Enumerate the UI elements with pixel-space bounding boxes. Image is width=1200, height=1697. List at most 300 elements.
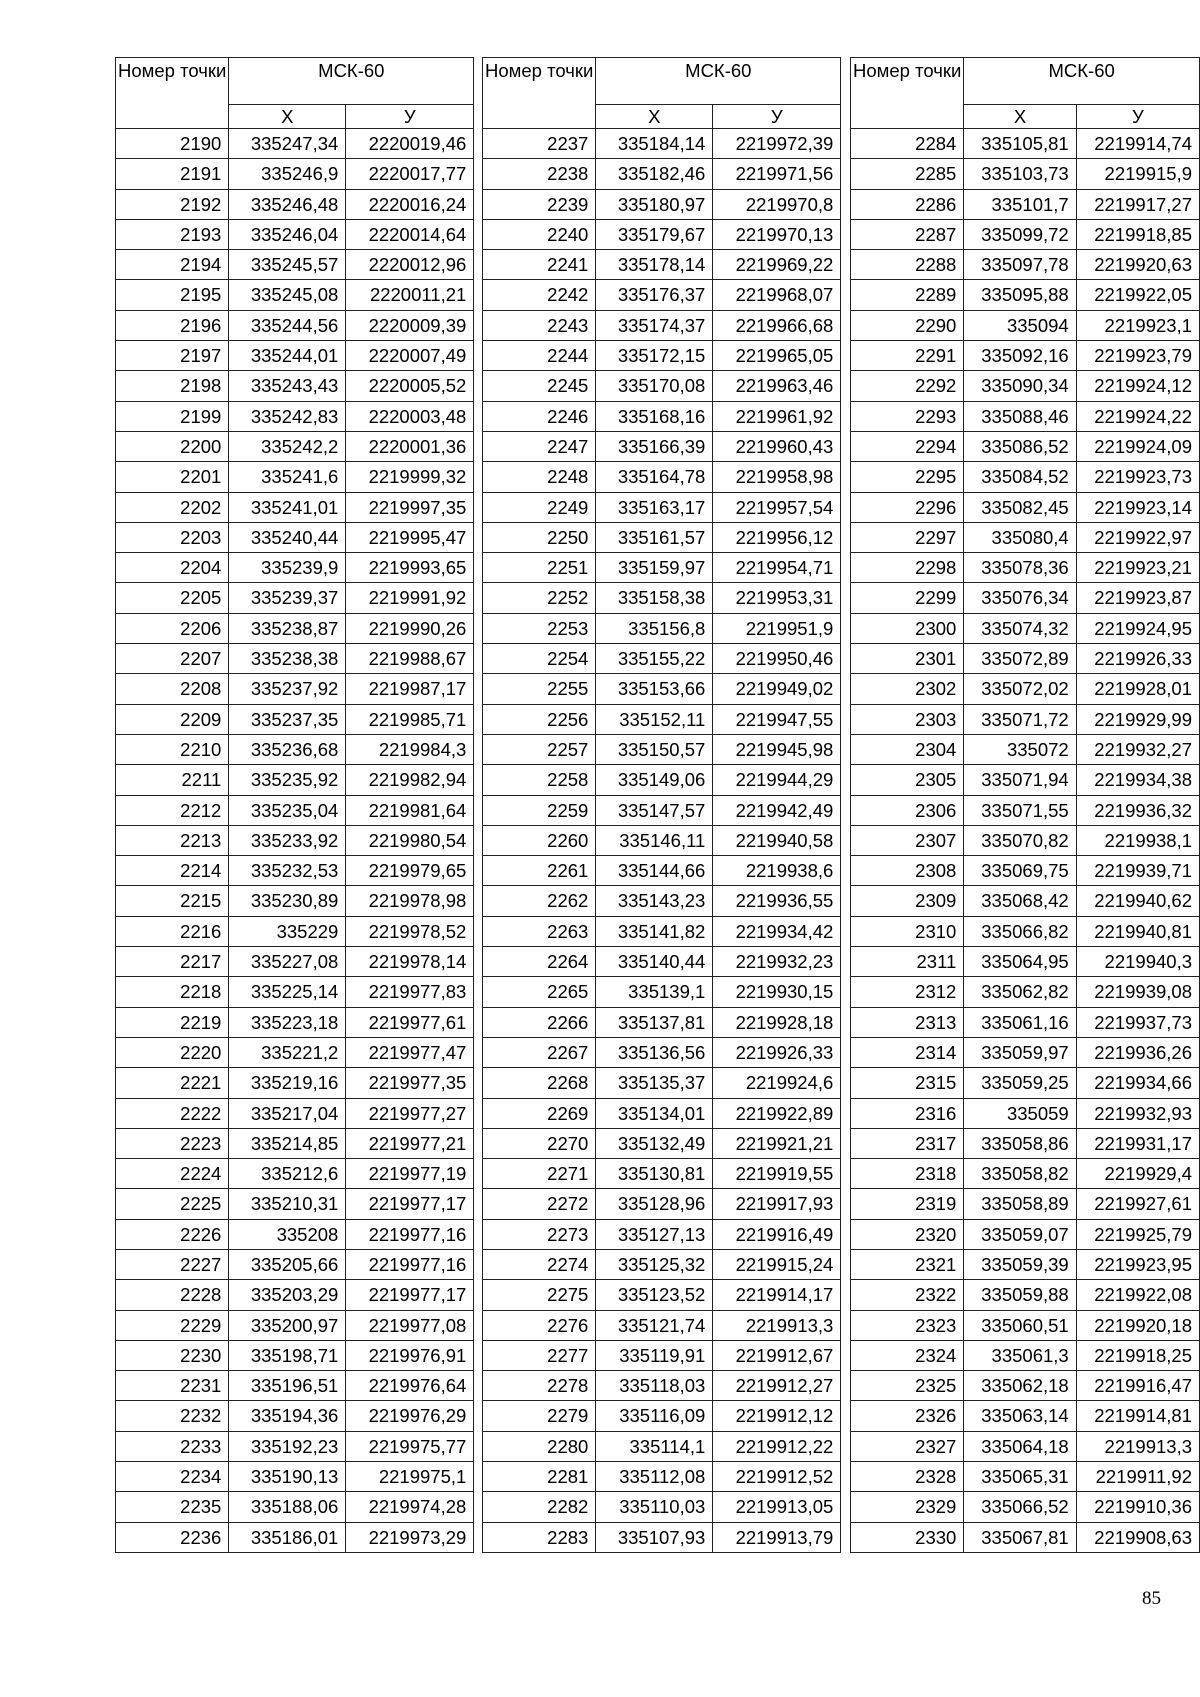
point-number-cell: 2245 xyxy=(483,371,596,401)
table-row xyxy=(851,674,1200,704)
y-coordinate-cell: 2219914,17 xyxy=(713,1280,841,1310)
x-coordinate-cell: 335071,94 xyxy=(964,765,1076,795)
table-row xyxy=(483,1401,841,1431)
point-number-cell: 2257 xyxy=(483,734,596,764)
y-coordinate-cell: 2219930,15 xyxy=(713,977,841,1007)
table-row xyxy=(851,734,1200,764)
y-coordinate-cell: 2220016,24 xyxy=(346,189,474,219)
x-coordinate-cell: 335067,81 xyxy=(964,1522,1076,1552)
x-coordinate-cell: 335238,87 xyxy=(229,613,346,643)
table-row xyxy=(116,371,474,401)
point-number-cell: 2279 xyxy=(483,1401,596,1431)
x-coordinate-cell: 335086,52 xyxy=(964,431,1076,461)
point-number-cell: 2234 xyxy=(116,1462,229,1492)
coordinates-table-2 xyxy=(482,57,841,1553)
x-coordinate-cell: 335147,57 xyxy=(596,795,713,825)
x-coordinate-cell: 335243,43 xyxy=(229,371,346,401)
y-coordinate-cell: 2219922,08 xyxy=(1076,1280,1199,1310)
x-coordinate-cell: 335159,97 xyxy=(596,553,713,583)
y-coordinate-cell: 2219987,17 xyxy=(346,674,474,704)
x-coordinate-cell: 335188,06 xyxy=(229,1492,346,1522)
x-coordinate-cell: 335137,81 xyxy=(596,1007,713,1037)
x-coordinate-cell: 335210,31 xyxy=(229,1189,346,1219)
y-coordinate-cell: 2219937,73 xyxy=(1076,1007,1199,1037)
table-row xyxy=(483,1159,841,1189)
table-row xyxy=(851,1431,1200,1461)
x-coordinate-cell: 335078,36 xyxy=(964,553,1076,583)
point-number-cell: 2285 xyxy=(851,159,964,189)
y-coordinate-cell: 2219979,65 xyxy=(346,856,474,886)
y-coordinate-cell: 2219920,63 xyxy=(1076,250,1199,280)
x-coordinate-cell: 335112,08 xyxy=(596,1462,713,1492)
point-number-cell: 2318 xyxy=(851,1159,964,1189)
x-coordinate-cell: 335237,35 xyxy=(229,704,346,734)
table-row xyxy=(483,1098,841,1128)
x-coordinate-cell: 335214,85 xyxy=(229,1128,346,1158)
point-number-cell: 2262 xyxy=(483,886,596,916)
table-row xyxy=(851,553,1200,583)
table-row xyxy=(483,977,841,1007)
table-row xyxy=(483,1249,841,1279)
x-coordinate-cell: 335153,66 xyxy=(596,674,713,704)
table-row xyxy=(851,250,1200,280)
table-row xyxy=(116,613,474,643)
point-number-cell: 2306 xyxy=(851,795,964,825)
point-number-cell: 2319 xyxy=(851,1189,964,1219)
table-row xyxy=(483,280,841,310)
x-coordinate-cell: 335244,01 xyxy=(229,341,346,371)
coordinate-system-header: МСК-60 xyxy=(964,58,1200,105)
point-number-cell: 2283 xyxy=(483,1522,596,1552)
y-coordinate-cell: 2219923,79 xyxy=(1076,341,1199,371)
y-coordinate-cell: 2219908,63 xyxy=(1076,1522,1199,1552)
point-number-cell: 2212 xyxy=(116,795,229,825)
table-row xyxy=(483,1068,841,1098)
x-coordinate-cell: 335062,18 xyxy=(964,1371,1076,1401)
table-row xyxy=(851,704,1200,734)
y-coordinate-cell: 2219915,9 xyxy=(1076,159,1199,189)
point-number-cell: 2207 xyxy=(116,644,229,674)
x-coordinate-cell: 335088,46 xyxy=(964,401,1076,431)
point-number-cell: 2308 xyxy=(851,856,964,886)
x-coordinate-cell: 335241,01 xyxy=(229,492,346,522)
x-header: Х xyxy=(596,105,713,129)
point-number-cell: 2289 xyxy=(851,280,964,310)
x-coordinate-cell: 335149,06 xyxy=(596,765,713,795)
table-row xyxy=(116,1431,474,1461)
table-row xyxy=(851,644,1200,674)
point-number-cell: 2228 xyxy=(116,1280,229,1310)
x-coordinate-cell: 335064,18 xyxy=(964,1431,1076,1461)
x-coordinate-cell: 335246,04 xyxy=(229,219,346,249)
table-row xyxy=(116,644,474,674)
table-row xyxy=(116,462,474,492)
y-coordinate-cell: 2219912,22 xyxy=(713,1431,841,1461)
point-number-cell: 2192 xyxy=(116,189,229,219)
table-row xyxy=(851,977,1200,1007)
point-number-cell: 2233 xyxy=(116,1431,229,1461)
y-coordinate-cell: 2219971,56 xyxy=(713,159,841,189)
y-coordinate-cell: 2219923,21 xyxy=(1076,553,1199,583)
point-number-cell: 2330 xyxy=(851,1522,964,1552)
y-coordinate-cell: 2219977,61 xyxy=(346,1007,474,1037)
point-number-cell: 2194 xyxy=(116,250,229,280)
point-number-cell: 2221 xyxy=(116,1068,229,1098)
table-row xyxy=(116,1007,474,1037)
table-row xyxy=(851,371,1200,401)
y-coordinate-cell: 2219985,71 xyxy=(346,704,474,734)
table-row xyxy=(116,341,474,371)
x-coordinate-cell: 335130,81 xyxy=(596,1159,713,1189)
point-number-cell: 2268 xyxy=(483,1068,596,1098)
table-row xyxy=(116,401,474,431)
table-row xyxy=(116,1522,474,1552)
point-number-cell: 2201 xyxy=(116,462,229,492)
table-row xyxy=(116,1310,474,1340)
y-coordinate-cell: 2220001,36 xyxy=(346,431,474,461)
y-coordinate-cell: 2219940,62 xyxy=(1076,886,1199,916)
table-row xyxy=(851,401,1200,431)
x-coordinate-cell: 335239,9 xyxy=(229,553,346,583)
table-row xyxy=(116,916,474,946)
x-coordinate-cell: 335099,72 xyxy=(964,219,1076,249)
x-coordinate-cell: 335066,82 xyxy=(964,916,1076,946)
point-number-cell: 2236 xyxy=(116,1522,229,1552)
y-coordinate-cell: 2219975,77 xyxy=(346,1431,474,1461)
table-row xyxy=(483,1492,841,1522)
point-number-cell: 2305 xyxy=(851,765,964,795)
table-row xyxy=(851,1310,1200,1340)
x-coordinate-cell: 335235,04 xyxy=(229,795,346,825)
y-coordinate-cell: 2219977,08 xyxy=(346,1310,474,1340)
y-coordinate-cell: 2219928,18 xyxy=(713,1007,841,1037)
point-number-cell: 2266 xyxy=(483,1007,596,1037)
x-coordinate-cell: 335172,15 xyxy=(596,341,713,371)
y-coordinate-cell: 2219925,79 xyxy=(1076,1219,1199,1249)
y-coordinate-cell: 2220007,49 xyxy=(346,341,474,371)
y-coordinate-cell: 2219914,81 xyxy=(1076,1401,1199,1431)
y-coordinate-cell: 2219913,3 xyxy=(713,1310,841,1340)
table-row xyxy=(483,1189,841,1219)
y-coordinate-cell: 2219970,13 xyxy=(713,219,841,249)
x-coordinate-cell: 335101,7 xyxy=(964,189,1076,219)
x-coordinate-cell: 335070,82 xyxy=(964,825,1076,855)
y-coordinate-cell: 2219913,3 xyxy=(1076,1431,1199,1461)
x-coordinate-cell: 335235,92 xyxy=(229,765,346,795)
table-row xyxy=(116,947,474,977)
y-coordinate-cell: 2219995,47 xyxy=(346,522,474,552)
table-row xyxy=(116,1371,474,1401)
x-coordinate-cell: 335196,51 xyxy=(229,1371,346,1401)
point-number-cell: 2227 xyxy=(116,1249,229,1279)
y-coordinate-cell: 2219923,73 xyxy=(1076,462,1199,492)
y-coordinate-cell: 2219912,52 xyxy=(713,1462,841,1492)
y-coordinate-cell: 2219924,09 xyxy=(1076,431,1199,461)
x-coordinate-cell: 335192,23 xyxy=(229,1431,346,1461)
point-number-cell: 2206 xyxy=(116,613,229,643)
point-number-cell: 2321 xyxy=(851,1249,964,1279)
table-row xyxy=(483,371,841,401)
x-coordinate-cell: 335212,6 xyxy=(229,1159,346,1189)
point-number-cell: 2224 xyxy=(116,1159,229,1189)
y-coordinate-cell: 2219932,23 xyxy=(713,947,841,977)
y-coordinate-cell: 2219938,6 xyxy=(713,856,841,886)
y-coordinate-cell: 2219934,38 xyxy=(1076,765,1199,795)
x-coordinate-cell: 335240,44 xyxy=(229,522,346,552)
x-coordinate-cell: 335063,14 xyxy=(964,1401,1076,1431)
coordinate-system-header: МСК-60 xyxy=(229,58,474,105)
x-coordinate-cell: 335227,08 xyxy=(229,947,346,977)
table-row xyxy=(116,1401,474,1431)
point-number-cell: 2322 xyxy=(851,1280,964,1310)
y-coordinate-cell: 2219917,93 xyxy=(713,1189,841,1219)
table-row xyxy=(483,159,841,189)
y-coordinate-cell: 2219924,12 xyxy=(1076,371,1199,401)
y-header: У xyxy=(713,105,841,129)
y-coordinate-cell: 2220014,64 xyxy=(346,219,474,249)
x-coordinate-cell: 335092,16 xyxy=(964,341,1076,371)
point-number-cell: 2203 xyxy=(116,522,229,552)
point-number-cell: 2202 xyxy=(116,492,229,522)
y-coordinate-cell: 2219970,8 xyxy=(713,189,841,219)
table-row xyxy=(116,1462,474,1492)
point-number-cell: 2222 xyxy=(116,1098,229,1128)
y-coordinate-cell: 2219938,1 xyxy=(1076,825,1199,855)
page-number: 85 xyxy=(1142,1588,1161,1609)
x-coordinate-cell: 335237,92 xyxy=(229,674,346,704)
y-coordinate-cell: 2219969,22 xyxy=(713,250,841,280)
table-row xyxy=(116,1280,474,1310)
table-row xyxy=(116,159,474,189)
point-number-cell: 2238 xyxy=(483,159,596,189)
table-row xyxy=(116,492,474,522)
x-coordinate-cell: 335146,11 xyxy=(596,825,713,855)
x-coordinate-cell: 335170,08 xyxy=(596,371,713,401)
x-coordinate-cell: 335072,02 xyxy=(964,674,1076,704)
x-coordinate-cell: 335123,52 xyxy=(596,1280,713,1310)
x-coordinate-cell: 335182,46 xyxy=(596,159,713,189)
table-row xyxy=(116,1189,474,1219)
y-coordinate-cell: 2219912,27 xyxy=(713,1371,841,1401)
y-coordinate-cell: 2219919,55 xyxy=(713,1159,841,1189)
table-row xyxy=(483,765,841,795)
point-number-cell: 2198 xyxy=(116,371,229,401)
x-coordinate-cell: 335194,36 xyxy=(229,1401,346,1431)
point-number-cell: 2260 xyxy=(483,825,596,855)
x-coordinate-cell: 335198,71 xyxy=(229,1340,346,1370)
point-number-cell: 2252 xyxy=(483,583,596,613)
x-coordinate-cell: 335140,44 xyxy=(596,947,713,977)
y-coordinate-cell: 2219961,92 xyxy=(713,401,841,431)
y-coordinate-cell: 2219949,02 xyxy=(713,674,841,704)
table-row xyxy=(116,219,474,249)
x-coordinate-cell: 335134,01 xyxy=(596,1098,713,1128)
table-row xyxy=(851,1037,1200,1067)
point-number-cell: 2301 xyxy=(851,644,964,674)
table-row xyxy=(116,522,474,552)
y-coordinate-cell: 2219911,92 xyxy=(1076,1462,1199,1492)
table-row xyxy=(483,431,841,461)
y-coordinate-cell: 2219940,58 xyxy=(713,825,841,855)
y-header: У xyxy=(1076,105,1199,129)
y-coordinate-cell: 2219944,29 xyxy=(713,765,841,795)
y-coordinate-cell: 2219916,49 xyxy=(713,1219,841,1249)
point-number-cell: 2214 xyxy=(116,856,229,886)
x-header: Х xyxy=(229,105,346,129)
x-coordinate-cell: 335158,38 xyxy=(596,583,713,613)
x-coordinate-cell: 335180,97 xyxy=(596,189,713,219)
x-coordinate-cell: 335066,52 xyxy=(964,1492,1076,1522)
y-coordinate-cell: 2219928,01 xyxy=(1076,674,1199,704)
table-row xyxy=(851,431,1200,461)
x-coordinate-cell: 335059,97 xyxy=(964,1037,1076,1067)
x-coordinate-cell: 335242,2 xyxy=(229,431,346,461)
point-number-cell: 2239 xyxy=(483,189,596,219)
table-row xyxy=(116,856,474,886)
x-coordinate-cell: 335242,83 xyxy=(229,401,346,431)
point-number-cell: 2292 xyxy=(851,371,964,401)
y-coordinate-cell: 2219965,05 xyxy=(713,341,841,371)
x-coordinate-cell: 335069,75 xyxy=(964,856,1076,886)
y-coordinate-cell: 2219956,12 xyxy=(713,522,841,552)
x-coordinate-cell: 335236,68 xyxy=(229,734,346,764)
point-number-cell: 2241 xyxy=(483,250,596,280)
y-coordinate-cell: 2219924,95 xyxy=(1076,613,1199,643)
table-row xyxy=(851,947,1200,977)
y-coordinate-cell: 2220011,21 xyxy=(346,280,474,310)
x-coordinate-cell: 335074,32 xyxy=(964,613,1076,643)
table-row xyxy=(483,1431,841,1461)
x-coordinate-cell: 335094 xyxy=(964,310,1076,340)
x-coordinate-cell: 335221,2 xyxy=(229,1037,346,1067)
y-coordinate-cell: 2219997,35 xyxy=(346,492,474,522)
x-coordinate-cell: 335084,52 xyxy=(964,462,1076,492)
point-number-cell: 2281 xyxy=(483,1462,596,1492)
y-coordinate-cell: 2219929,4 xyxy=(1076,1159,1199,1189)
point-number-cell: 2325 xyxy=(851,1371,964,1401)
y-coordinate-cell: 2219977,47 xyxy=(346,1037,474,1067)
point-number-cell: 2229 xyxy=(116,1310,229,1340)
y-coordinate-cell: 2219912,67 xyxy=(713,1340,841,1370)
y-coordinate-cell: 2219926,33 xyxy=(1076,644,1199,674)
x-coordinate-cell: 335241,6 xyxy=(229,462,346,492)
point-number-cell: 2316 xyxy=(851,1098,964,1128)
point-number-cell: 2294 xyxy=(851,431,964,461)
table-row xyxy=(851,1492,1200,1522)
point-number-cell: 2282 xyxy=(483,1492,596,1522)
x-coordinate-cell: 335095,88 xyxy=(964,280,1076,310)
y-coordinate-cell: 2219939,71 xyxy=(1076,856,1199,886)
x-coordinate-cell: 335128,96 xyxy=(596,1189,713,1219)
x-coordinate-cell: 335166,39 xyxy=(596,431,713,461)
point-number-cell: 2272 xyxy=(483,1189,596,1219)
table-row xyxy=(116,1219,474,1249)
table-row xyxy=(851,583,1200,613)
table-row xyxy=(851,1159,1200,1189)
point-number-cell: 2317 xyxy=(851,1128,964,1158)
table-row xyxy=(483,341,841,371)
point-number-cell: 2254 xyxy=(483,644,596,674)
x-coordinate-cell: 335072,89 xyxy=(964,644,1076,674)
table-row xyxy=(116,674,474,704)
point-number-cell: 2275 xyxy=(483,1280,596,1310)
x-coordinate-cell: 335082,45 xyxy=(964,492,1076,522)
x-coordinate-cell: 335059,88 xyxy=(964,1280,1076,1310)
y-coordinate-cell: 2219924,22 xyxy=(1076,401,1199,431)
y-header: У xyxy=(346,105,474,129)
point-number-cell: 2287 xyxy=(851,219,964,249)
x-coordinate-cell: 335119,91 xyxy=(596,1340,713,1370)
y-coordinate-cell: 2219963,46 xyxy=(713,371,841,401)
x-coordinate-cell: 335200,97 xyxy=(229,1310,346,1340)
y-coordinate-cell: 2219922,89 xyxy=(713,1098,841,1128)
point-number-cell: 2304 xyxy=(851,734,964,764)
point-number-cell: 2302 xyxy=(851,674,964,704)
table-row xyxy=(483,310,841,340)
point-number-cell: 2327 xyxy=(851,1431,964,1461)
point-number-cell: 2276 xyxy=(483,1310,596,1340)
table-row xyxy=(116,431,474,461)
x-coordinate-cell: 335058,86 xyxy=(964,1128,1076,1158)
y-coordinate-cell: 2219977,19 xyxy=(346,1159,474,1189)
y-coordinate-cell: 2219982,94 xyxy=(346,765,474,795)
table-row xyxy=(851,1219,1200,1249)
point-number-cell: 2293 xyxy=(851,401,964,431)
table-row xyxy=(851,219,1200,249)
y-coordinate-cell: 2219929,99 xyxy=(1076,704,1199,734)
table-row xyxy=(483,462,841,492)
y-coordinate-cell: 2219954,71 xyxy=(713,553,841,583)
x-coordinate-cell: 335080,4 xyxy=(964,522,1076,552)
y-coordinate-cell: 2219991,92 xyxy=(346,583,474,613)
point-number-cell: 2240 xyxy=(483,219,596,249)
table-row xyxy=(851,189,1200,219)
x-coordinate-cell: 335179,67 xyxy=(596,219,713,249)
y-coordinate-cell: 2219913,05 xyxy=(713,1492,841,1522)
y-coordinate-cell: 2219968,07 xyxy=(713,280,841,310)
x-coordinate-cell: 335174,37 xyxy=(596,310,713,340)
y-coordinate-cell: 2220009,39 xyxy=(346,310,474,340)
y-coordinate-cell: 2219977,35 xyxy=(346,1068,474,1098)
point-number-cell: 2219 xyxy=(116,1007,229,1037)
y-coordinate-cell: 2219936,26 xyxy=(1076,1037,1199,1067)
x-coordinate-cell: 335229 xyxy=(229,916,346,946)
table-row xyxy=(116,250,474,280)
table-row xyxy=(483,250,841,280)
x-coordinate-cell: 335110,03 xyxy=(596,1492,713,1522)
y-coordinate-cell: 2220005,52 xyxy=(346,371,474,401)
x-coordinate-cell: 335232,53 xyxy=(229,856,346,886)
point-number-cell: 2231 xyxy=(116,1371,229,1401)
table-row xyxy=(851,159,1200,189)
point-number-cell: 2199 xyxy=(116,401,229,431)
point-number-cell: 2300 xyxy=(851,613,964,643)
table-row xyxy=(483,1310,841,1340)
point-number-cell: 2195 xyxy=(116,280,229,310)
table-row xyxy=(116,734,474,764)
point-number-cell: 2303 xyxy=(851,704,964,734)
x-coordinate-cell: 335059,25 xyxy=(964,1068,1076,1098)
y-coordinate-cell: 2219918,25 xyxy=(1076,1340,1199,1370)
table-row xyxy=(116,1249,474,1279)
point-number-cell: 2248 xyxy=(483,462,596,492)
x-coordinate-cell: 335223,18 xyxy=(229,1007,346,1037)
x-coordinate-cell: 335135,37 xyxy=(596,1068,713,1098)
y-coordinate-cell: 2219940,3 xyxy=(1076,947,1199,977)
x-coordinate-cell: 335155,22 xyxy=(596,644,713,674)
table-row xyxy=(851,1522,1200,1552)
point-number-cell: 2235 xyxy=(116,1492,229,1522)
